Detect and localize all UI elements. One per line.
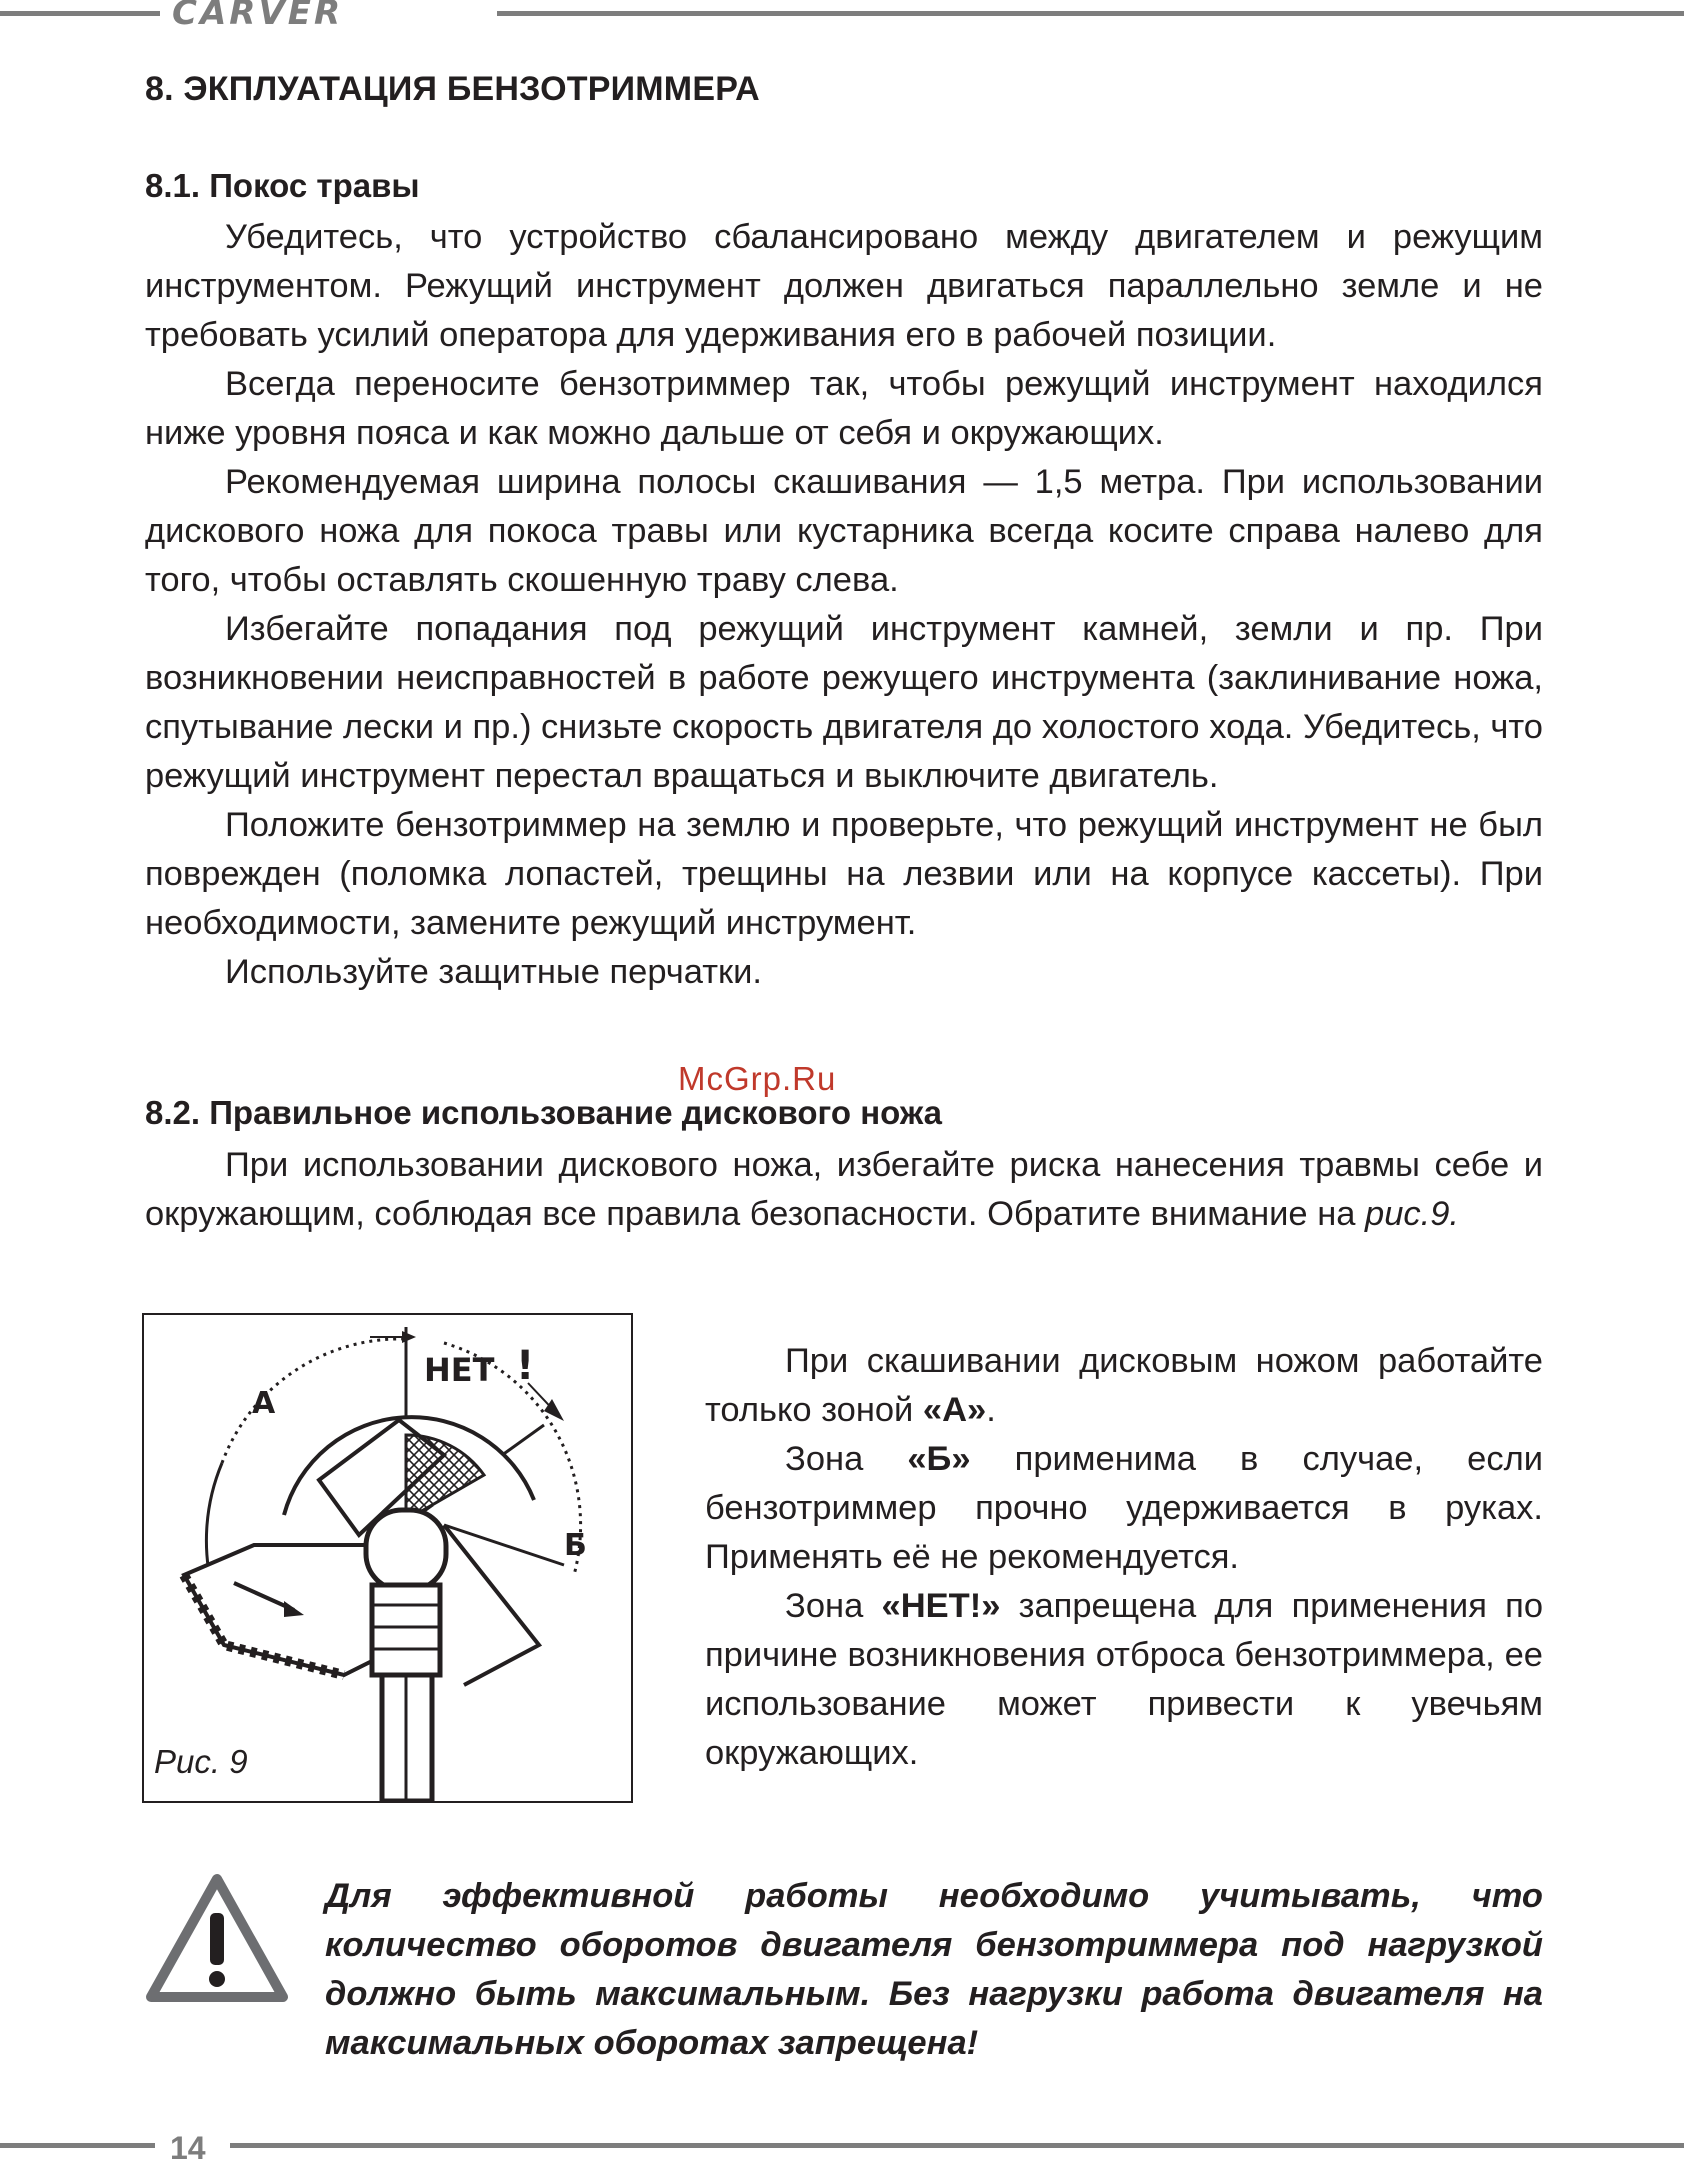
header-rule-right	[497, 11, 1684, 16]
paragraph: Рекомендуемая ширина полосы скашивания — 1,5 метра. При использовании дискового ножа для покоса травы или кустарника всегда косите справа налево для того, чтобы оставлять скошенную траву слева.	[145, 463, 1543, 599]
section-8-1-body	[145, 213, 1543, 997]
text-run: Зона	[785, 1440, 908, 1478]
text-run: При скашивании дисковым ножом работайте только зоной	[705, 1342, 1543, 1429]
zone-b-label: Б	[564, 1528, 587, 1563]
paragraph: Избегайте попадания под режущий инструмент камней, земли и пр. При возникновении неисправностей в работе режущего инструмента (заклинивание ножа, спутывание лески и пр.) снизьте скорость двигателя до холостого хода. Убедитесь, что режущий инструмент перестал вращаться и выключите двигатель.	[145, 610, 1543, 795]
zone-no-term: «НЕТ!»	[881, 1587, 1001, 1625]
zone-b-term: «Б»	[907, 1440, 971, 1478]
paragraph: Положите бензотриммер на землю и проверьте, что режущий инструмент не был поврежден (поломка лопастей, трещины на лезвии или на корпусе кассеты). При необходимости, замените режущий инструмент.	[145, 806, 1543, 942]
zone-a-paragraph	[705, 1337, 1543, 1435]
brush-cutter-zones-diagram	[144, 1315, 631, 1801]
paragraph	[145, 1141, 1543, 1239]
intro-text: При использовании дискового ножа, избегайте риска нанесения травмы себе и окружающим, соблюдая все правила безопасности. Обратите внимание на	[145, 1146, 1543, 1233]
zone-no-exclamation: !	[516, 1343, 535, 1389]
page-header	[0, 0, 1684, 30]
zone-a-term: «А»	[922, 1391, 987, 1429]
watermark: McGrp.Ru	[678, 1060, 837, 1097]
text-run: запрещена для применения по причине возникновения отброса бензотриммера, ее использование может привести к увечьям окружающих.	[705, 1587, 1544, 1772]
zone-b-paragraph	[705, 1435, 1543, 1582]
warning-triangle-icon	[145, 1873, 289, 2005]
figure-caption: Рис. 9	[154, 1743, 248, 1780]
text-run: .	[986, 1391, 996, 1429]
page-title: 8. ЭКПЛУАТАЦИЯ БЕНЗОТРИММЕРА	[145, 70, 760, 108]
section-8-2-intro	[145, 1141, 1543, 1239]
figure-9	[142, 1313, 633, 1803]
header-rule-left	[0, 11, 160, 16]
zone-descriptions	[705, 1337, 1543, 1778]
paragraph: Убедитесь, что устройство сбалансировано между двигателем и режущим инструментом. Режущий инструмент должен двигаться параллельно земле и не требовать усилий оператора для удерживания его в рабочей позиции.	[145, 218, 1543, 354]
warning-text: Для эффективной работы необходимо учитывать, что количество оборотов двигателя бензотриммера под нагрузкой должно быть максимальным. Без нагрузки работа двигателя на максимальных оборотах запрещена!	[325, 1877, 1543, 2062]
section-heading-8-2: 8.2. Правильное использование дискового ножа	[145, 1094, 942, 1131]
footer-rule-left	[0, 2143, 155, 2148]
paragraph: Всегда переносите бензотриммер так, чтобы режущий инструмент находился ниже уровня пояса и как можно дальше от себя и окружающих.	[145, 365, 1543, 452]
page-number: 14	[170, 2130, 206, 2166]
logo-text: CARVER	[172, 0, 344, 31]
footer-rule-right	[230, 2143, 1684, 2148]
text-run: Зона	[785, 1587, 882, 1625]
text-run: применима в случае, если бензотриммер прочно удерживается в руках. Применять её не рекомендуется.	[705, 1440, 1543, 1576]
page-footer	[0, 2128, 1684, 2166]
figure-reference: рис.9.	[1365, 1195, 1460, 1233]
paragraph: Используйте защитные перчатки.	[225, 953, 762, 991]
zone-no-label: НЕТ	[424, 1351, 495, 1389]
carver-logo	[168, 0, 488, 31]
zone-no-paragraph	[705, 1582, 1543, 1778]
zone-a-label: А	[252, 1386, 276, 1421]
section-heading-8-1: 8.1. Покос травы	[145, 167, 420, 204]
